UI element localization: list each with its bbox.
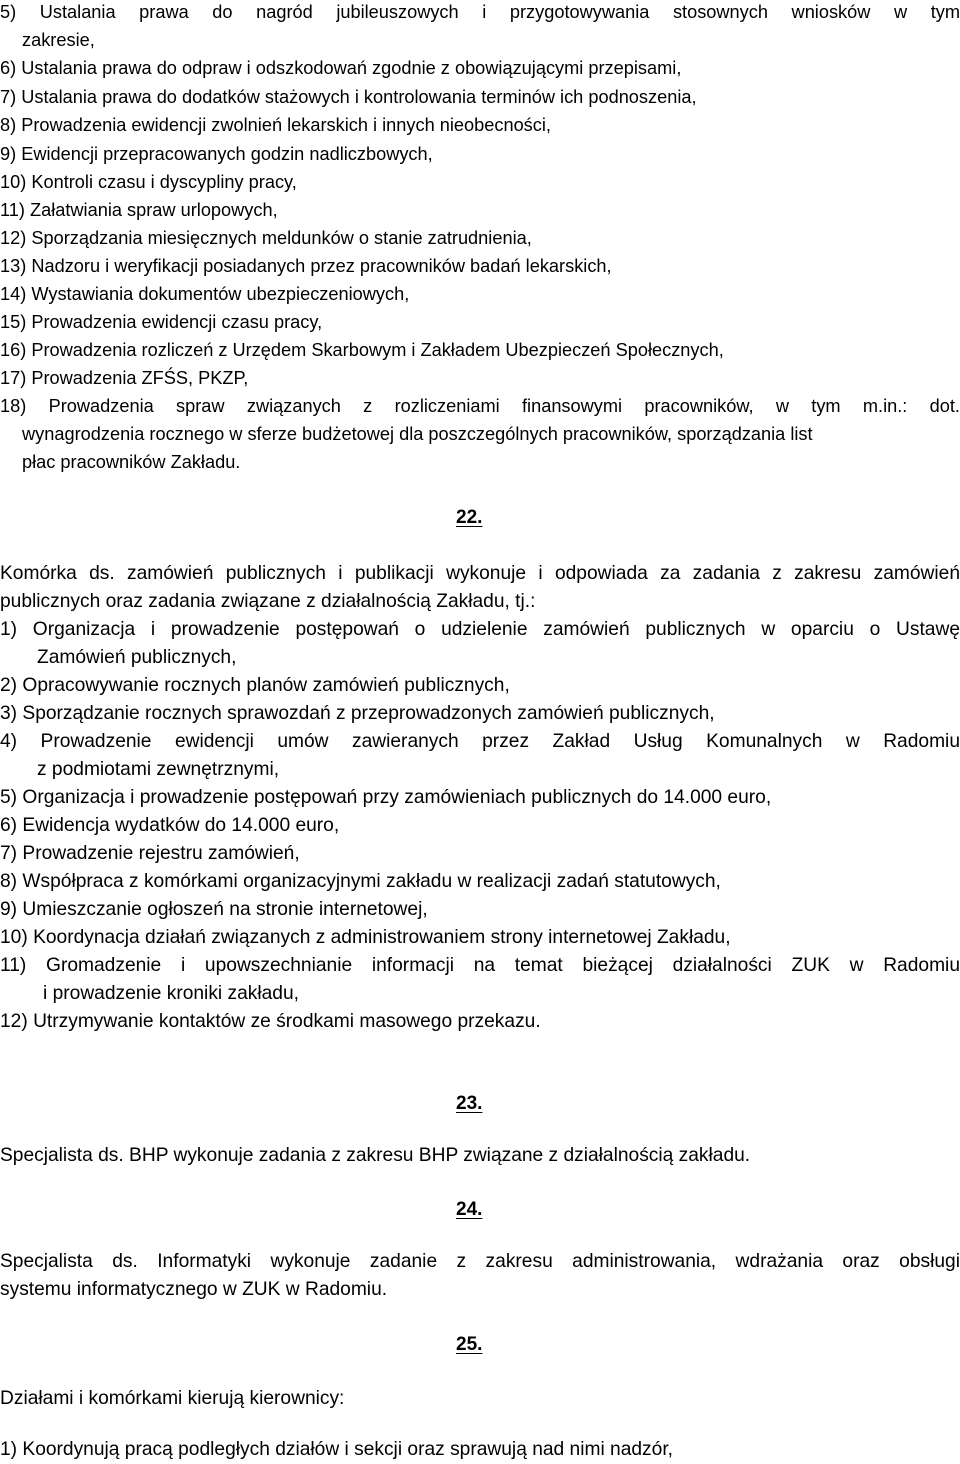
list-item-continuation: płac pracowników Zakładu. (22, 452, 241, 472)
section-text: Działami i komórkami kierują kierownicy: (0, 1388, 345, 1409)
list-item: 4) Prowadzenie ewidencji umów zawieranych przez Zakład Usług Komunalnych w Radomiu (0, 732, 960, 752)
list-item: 2) Opracowywanie rocznych planów zamówień publicznych, (0, 675, 510, 696)
section-number-24: 24. (456, 1199, 483, 1220)
section-intro: Komórka ds. zamówień publicznych i publikacji wykonuje i odpowiada za zadania z zakresu zamówień (0, 564, 960, 584)
list-item: 18) Prowadzenia spraw związanych z rozliczeniami finansowymi pracowników, w tym m.in.: dot. (0, 397, 960, 416)
list-item: 10) Koordynacja działań związanych z administrowaniem strony internetowej Zakładu, (0, 927, 731, 948)
list-item: 7) Prowadzenie rejestru zamówień, (0, 843, 300, 864)
list-item: 12) Sporządzania miesięcznych meldunków o stanie zatrudnienia, (0, 228, 532, 248)
list-item: 3) Sporządzanie rocznych sprawozdań z przeprowadzonych zamówień publicznych, (0, 703, 715, 724)
list-item: 7) Ustalania prawa do dodatków stażowych i kontrolowania terminów ich podnoszenia, (0, 87, 697, 107)
list-item-continuation: wynagrodzenia rocznego w sferze budżetowej dla poszczególnych pracowników, sporządzania list (22, 424, 813, 444)
list-item: 6) Ustalania prawa do odpraw i odszkodowań zgodnie z obowiązującymi przepisami, (0, 58, 682, 78)
list-item: 5) Ustalania prawa do nagród jubileuszowych i przygotowywania stosownych wniosków w tym (0, 3, 960, 22)
list-item: 17) Prowadzenia ZFŚS, PKZP, (0, 368, 249, 388)
list-item: 11) Załatwiania spraw urlopowych, (0, 200, 278, 220)
list-item: 8) Prowadzenia ewidencji zwolnień lekarskich i innych nieobecności, (0, 115, 551, 135)
list-item-continuation: zakresie, (22, 30, 95, 50)
list-item: 5) Organizacja i prowadzenie postępowań przy zamówieniach publicznych do 14.000 euro, (0, 787, 772, 808)
list-item: 13) Nadzoru i weryfikacji posiadanych przez pracowników badań lekarskich, (0, 256, 612, 276)
list-item: 16) Prowadzenia rozliczeń z Urzędem Skarbowym i Zakładem Ubezpieczeń Społecznych, (0, 340, 724, 360)
list-item: 11) Gromadzenie i upowszechnianie informacji na temat bieżącej działalności ZUK w Radomiu (0, 956, 960, 976)
section-text: Specjalista ds. BHP wykonuje zadania z zakresu BHP związane z działalnością zakładu. (0, 1145, 751, 1166)
list-item: 1) Koordynują pracą podległych działów i sekcji oraz sprawują nad nimi nadzór, (0, 1439, 673, 1460)
section-number-25: 25. (456, 1334, 483, 1355)
list-item: 6) Ewidencja wydatków do 14.000 euro, (0, 815, 340, 836)
section-intro: publicznych oraz zadania związane z działalnością Zakładu, tj.: (0, 591, 536, 612)
section-text: Specjalista ds. Informatyki wykonuje zadanie z zakresu administrowania, wdrażania oraz obsługi (0, 1252, 960, 1272)
list-item-continuation: Zamówień publicznych, (37, 647, 237, 668)
list-item: 9) Umieszczanie ogłoszeń na stronie internetowej, (0, 899, 428, 920)
section-number-23: 23. (456, 1093, 483, 1114)
list-item: 15) Prowadzenia ewidencji czasu pracy, (0, 312, 323, 332)
section-number-22: 22. (456, 507, 483, 528)
list-item: 9) Ewidencji przepracowanych godzin nadliczbowych, (0, 144, 433, 164)
list-item-continuation: z podmiotami zewnętrznymi, (37, 759, 280, 780)
section-text: systemu informatycznego w ZUK w Radomiu. (0, 1279, 388, 1300)
list-item: 12) Utrzymywanie kontaktów ze środkami masowego przekazu. (0, 1011, 541, 1032)
list-item: 14) Wystawiania dokumentów ubezpieczeniowych, (0, 284, 410, 304)
list-item-continuation: i prowadzenie kroniki zakładu, (43, 983, 299, 1004)
list-item: 8) Współpraca z komórkami organizacyjnymi zakładu w realizacji zadań statutowych, (0, 871, 721, 892)
list-item: 10) Kontroli czasu i dyscypliny pracy, (0, 172, 297, 192)
list-item: 1) Organizacja i prowadzenie postępowań o udzielenie zamówień publicznych w oparciu o Ustawę (0, 620, 960, 640)
